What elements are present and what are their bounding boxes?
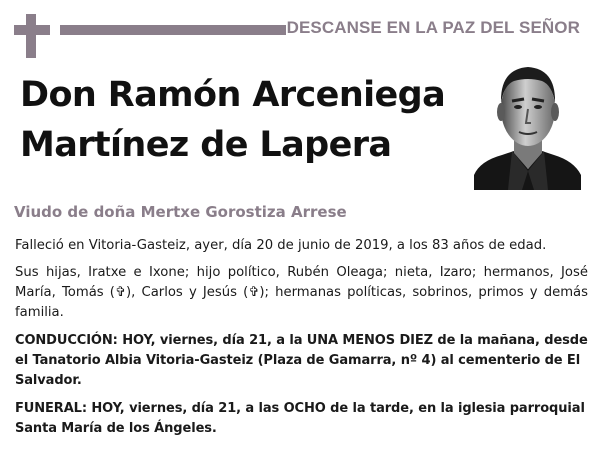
deceased-name-line2: Martínez de Lapera [20,125,392,165]
conduction-paragraph: CONDUCCIÓN: HOY, viernes, día 21, a la UNA MENOS DIEZ de la mañana, desde el Tanatorio Albia Vitoria-Gasteiz (Plaza de Gamarra, nº 4) al cementerio de El Salvador. [15,333,588,388]
funeral-paragraph: FUNERAL: HOY, viernes, día 21, a las OCHO de la tarde, en la iglesia parroquial Santa María de los Ángeles. [15,401,585,436]
cross-icon [14,14,50,58]
header-rest-in-peace: DESCANSE EN LA PAZ DEL SEÑOR [286,18,580,37]
family-paragraph: Sus hijas, Iratxe e Ixone; hijo político, Rubén Oleaga; nieta, Izaro; hermanos, José María, Tomás (✞), Carlos y Jesús (✞); hermanas políticas, sobrinos, primos y demás familia. [15,265,588,320]
deceased-portrait-photo [474,57,581,190]
deceased-name [20,70,470,170]
death-notice-paragraph: Falleció en Vitoria-Gasteiz, ayer, día 20 de junio de 2019, a los 83 años de edad. [15,238,547,253]
header-divider-bar [60,25,286,35]
widow-of-line: Viudo de doña Mertxe Gorostiza Arrese [14,203,347,221]
deceased-name-line1: Don Ramón Arceniega [20,75,446,115]
